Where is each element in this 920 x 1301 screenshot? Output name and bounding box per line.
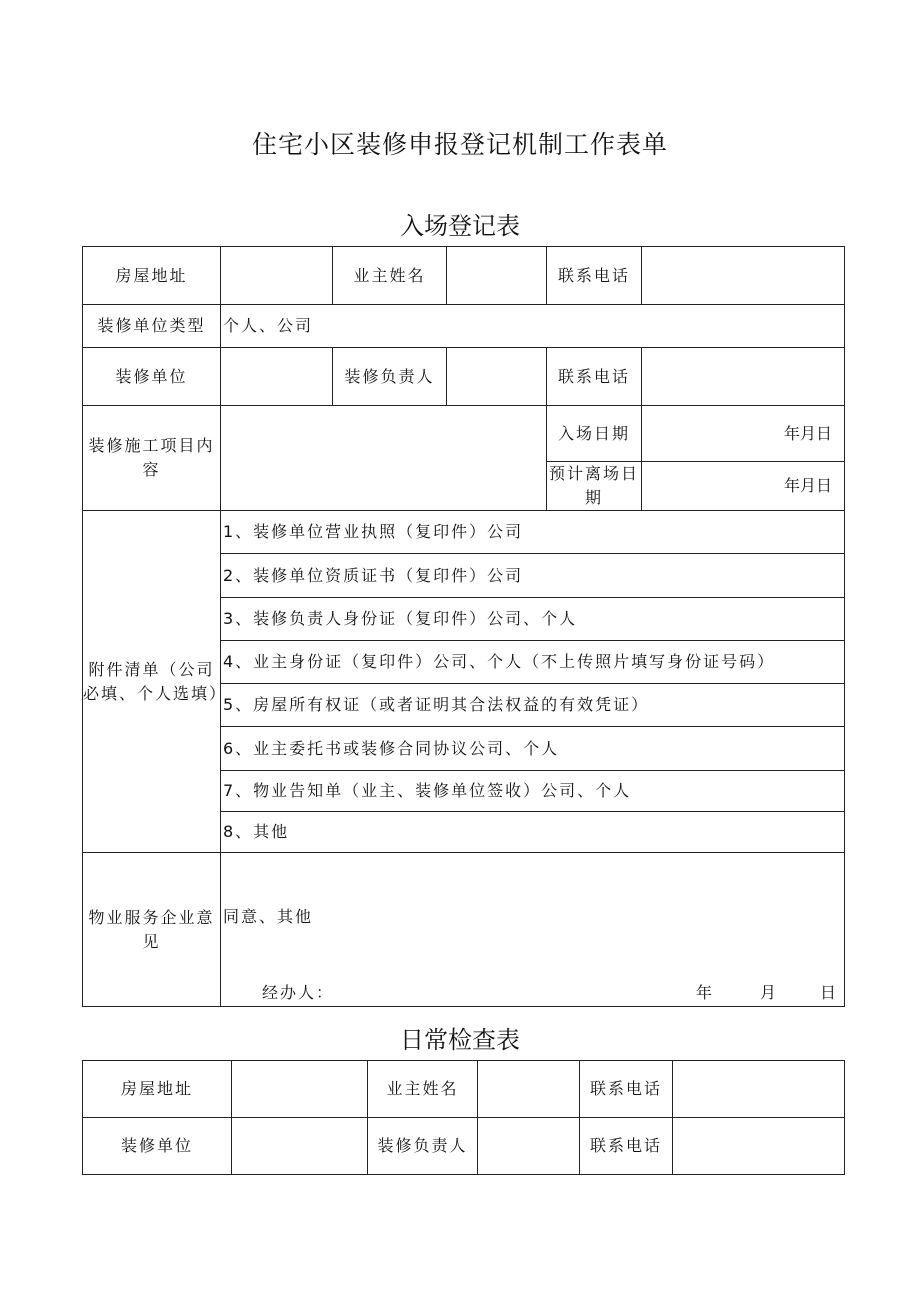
daily-phone-label-2: 联系电话 bbox=[580, 1118, 673, 1175]
phone-field-2[interactable] bbox=[642, 348, 845, 406]
phone-field[interactable] bbox=[642, 247, 845, 305]
house-address-label: 房屋地址 bbox=[83, 247, 221, 305]
document-title: 住宅小区装修申报登记机制工作表单 bbox=[251, 130, 668, 159]
phone-label-2: 联系电话 bbox=[547, 348, 642, 406]
project-content-label: 装修施工项目内容 bbox=[83, 406, 221, 511]
attachment-item[interactable]: 1、装修单位营业执照（复印件）公司 bbox=[221, 511, 845, 554]
attachment-item[interactable]: 6、业主委托书或装修合同协议公司、个人 bbox=[221, 727, 845, 771]
daily-house-address-label: 房屋地址 bbox=[83, 1061, 232, 1118]
daily-house-address-field[interactable] bbox=[232, 1061, 368, 1118]
entry-form-table bbox=[82, 246, 845, 1007]
entry-date-label: 入场日期 bbox=[547, 406, 642, 462]
attachment-item[interactable]: 2、装修单位资质证书（复印件）公司 bbox=[221, 554, 845, 598]
daily-contractor-manager-field[interactable] bbox=[478, 1118, 580, 1175]
contractor-type-label: 装修单位类型 bbox=[83, 305, 221, 348]
project-content-field[interactable] bbox=[221, 406, 547, 511]
daily-phone-field-2[interactable] bbox=[673, 1118, 845, 1175]
attachments-label: 附件清单（公司必填、个人选填） bbox=[83, 511, 221, 853]
expected-exit-value[interactable]: 年月日 bbox=[642, 462, 845, 511]
daily-contractor-field[interactable] bbox=[232, 1118, 368, 1175]
attachment-item[interactable]: 4、业主身份证（复印件）公司、个人（不上传照片填写身份证号码） bbox=[221, 641, 845, 684]
daily-phone-label: 联系电话 bbox=[580, 1061, 673, 1118]
attachment-item[interactable]: 3、装修负责人身份证（复印件）公司、个人 bbox=[221, 598, 845, 641]
attachment-item[interactable]: 8、其他 bbox=[221, 812, 845, 853]
daily-phone-field[interactable] bbox=[673, 1061, 845, 1118]
property-opinion-label: 物业服务企业意见 bbox=[83, 853, 221, 1007]
daily-contractor-label: 装修单位 bbox=[83, 1118, 232, 1175]
phone-label: 联系电话 bbox=[547, 247, 642, 305]
attachment-item[interactable]: 5、房屋所有权证（或者证明其合法权益的有效凭证） bbox=[221, 684, 845, 727]
owner-name-field[interactable] bbox=[447, 247, 547, 305]
contractor-label: 装修单位 bbox=[83, 348, 221, 406]
contractor-field[interactable] bbox=[221, 348, 333, 406]
daily-owner-name-field[interactable] bbox=[478, 1061, 580, 1118]
daily-contractor-manager-label: 装修负责人 bbox=[368, 1118, 478, 1175]
daily-check-heading: 日常检查表 bbox=[400, 1026, 520, 1054]
signature-year-label: 年 bbox=[696, 983, 713, 1002]
handler-label: 经办人： bbox=[262, 983, 335, 1002]
contractor-manager-field[interactable] bbox=[447, 348, 547, 406]
contractor-type-value[interactable]: 个人、公司 bbox=[221, 305, 845, 348]
contractor-manager-label: 装修负责人 bbox=[333, 348, 447, 406]
attachment-item[interactable]: 7、物业告知单（业主、装修单位签收）公司、个人 bbox=[221, 771, 845, 812]
signature-day-label: 日 bbox=[820, 983, 837, 1002]
expected-exit-label: 预计离场日期 bbox=[547, 462, 642, 511]
signature-month-label: 月 bbox=[760, 983, 777, 1002]
entry-date-value[interactable]: 年月日 bbox=[642, 406, 845, 462]
property-opinion-value: 同意、其他 bbox=[223, 907, 314, 926]
daily-owner-name-label: 业主姓名 bbox=[368, 1061, 478, 1118]
entry-form-heading: 入场登记表 bbox=[400, 212, 520, 240]
house-address-field[interactable] bbox=[221, 247, 333, 305]
daily-check-table bbox=[82, 1060, 845, 1175]
owner-name-label: 业主姓名 bbox=[333, 247, 447, 305]
